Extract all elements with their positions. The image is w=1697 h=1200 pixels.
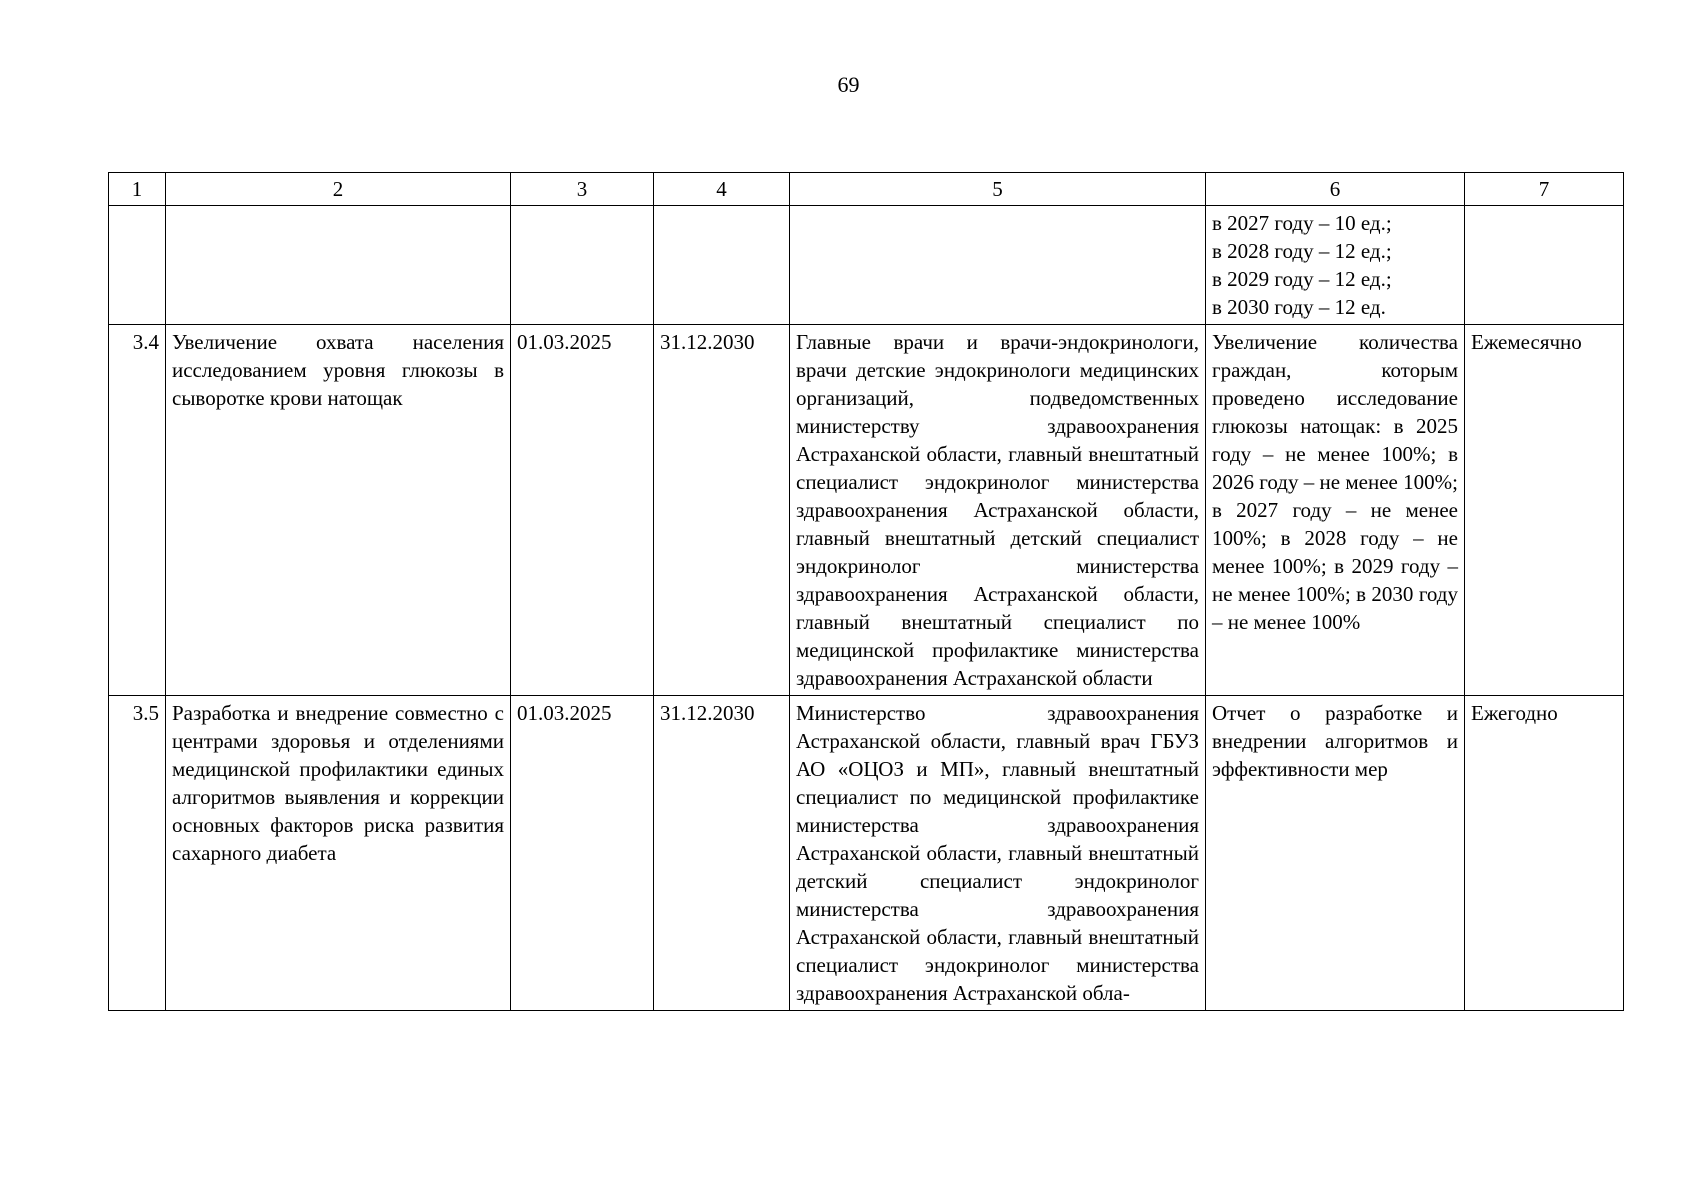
expected-result: Отчет о разработке и внедрении алгоритмов и эффективности мер bbox=[1206, 696, 1465, 1011]
responsible: Министерство здравоохранения Астраханской области, главный врач ГБУЗ АО «ОЦОЗ и МП», главный внештатный специалист по медицинской профилактике министерства здравоохранения Астраханской области, главный внештатный детский специалист эндокринолог министерства здравоохранения Астраханской области, главный внештатный специалист эндокринолог министерства здравоохранения Астраханской обла- bbox=[790, 696, 1206, 1011]
row-number: 3.4 bbox=[109, 325, 166, 696]
col-header-6: 6 bbox=[1206, 173, 1465, 206]
end-date: 31.12.2030 bbox=[654, 325, 790, 696]
table-row bbox=[109, 325, 1624, 696]
frequency: Ежегодно bbox=[1465, 696, 1624, 1011]
col-header-7: 7 bbox=[1465, 173, 1624, 206]
col-header-1: 1 bbox=[109, 173, 166, 206]
col-header-3: 3 bbox=[511, 173, 654, 206]
start-date: 01.03.2025 bbox=[511, 696, 654, 1011]
continuation-line: в 2028 году – 12 ед.; bbox=[1212, 239, 1392, 263]
start-date: 01.03.2025 bbox=[511, 325, 654, 696]
event-name: Разработка и внедрение совместно с центрами здоровья и отделениями медицинской профилактики единых алгоритмов выявления и коррекции основных факторов риска развития сахарного диабета bbox=[166, 696, 511, 1011]
continuation-line: в 2029 году – 12 ед.; bbox=[1212, 267, 1392, 291]
expected-result: Увеличение количества граждан, которым проведено исследование глюкозы натощак: в 2025 году – не менее 100%; в 2026 году – не менее 100%; в 2027 году – не менее 100%; в 2028 году – не менее 100%; в 2029 году – не менее 100%; в 2030 году – не менее 100% bbox=[1206, 325, 1465, 696]
end-date: 31.12.2030 bbox=[654, 696, 790, 1011]
row-number: 3.5 bbox=[109, 696, 166, 1011]
event-name: Увеличение охвата населения исследованием уровня глюкозы в сыворотке крови натощак bbox=[166, 325, 511, 696]
frequency: Ежемесячно bbox=[1465, 325, 1624, 696]
measures-table bbox=[108, 172, 1624, 1011]
continuation-line: в 2030 году – 12 ед. bbox=[1212, 295, 1386, 319]
continuation-row bbox=[109, 206, 1624, 325]
col-header-4: 4 bbox=[654, 173, 790, 206]
continuation-line: в 2027 году – 10 ед.; bbox=[1212, 211, 1392, 235]
page-number: 69 bbox=[837, 72, 860, 97]
table-header-row bbox=[109, 173, 1624, 206]
responsible: Главные врачи и врачи-эндокринологи, врачи детские эндокринологи медицинских организаций, подведомственных министерству здравоохранения Астраханской области, главный внештатный специалист эндокринолог министерства здравоохранения Астраханской области, главный внештатный детский специалист эндокринолог министерства здравоохранения Астраханской области, главный внештатный специалист по медицинской профилактике министерства здравоохранения Астраханской области bbox=[790, 325, 1206, 696]
col-header-5: 5 bbox=[790, 173, 1206, 206]
continuation-result-cell bbox=[1206, 206, 1465, 325]
table-row bbox=[109, 696, 1624, 1011]
col-header-2: 2 bbox=[166, 173, 511, 206]
